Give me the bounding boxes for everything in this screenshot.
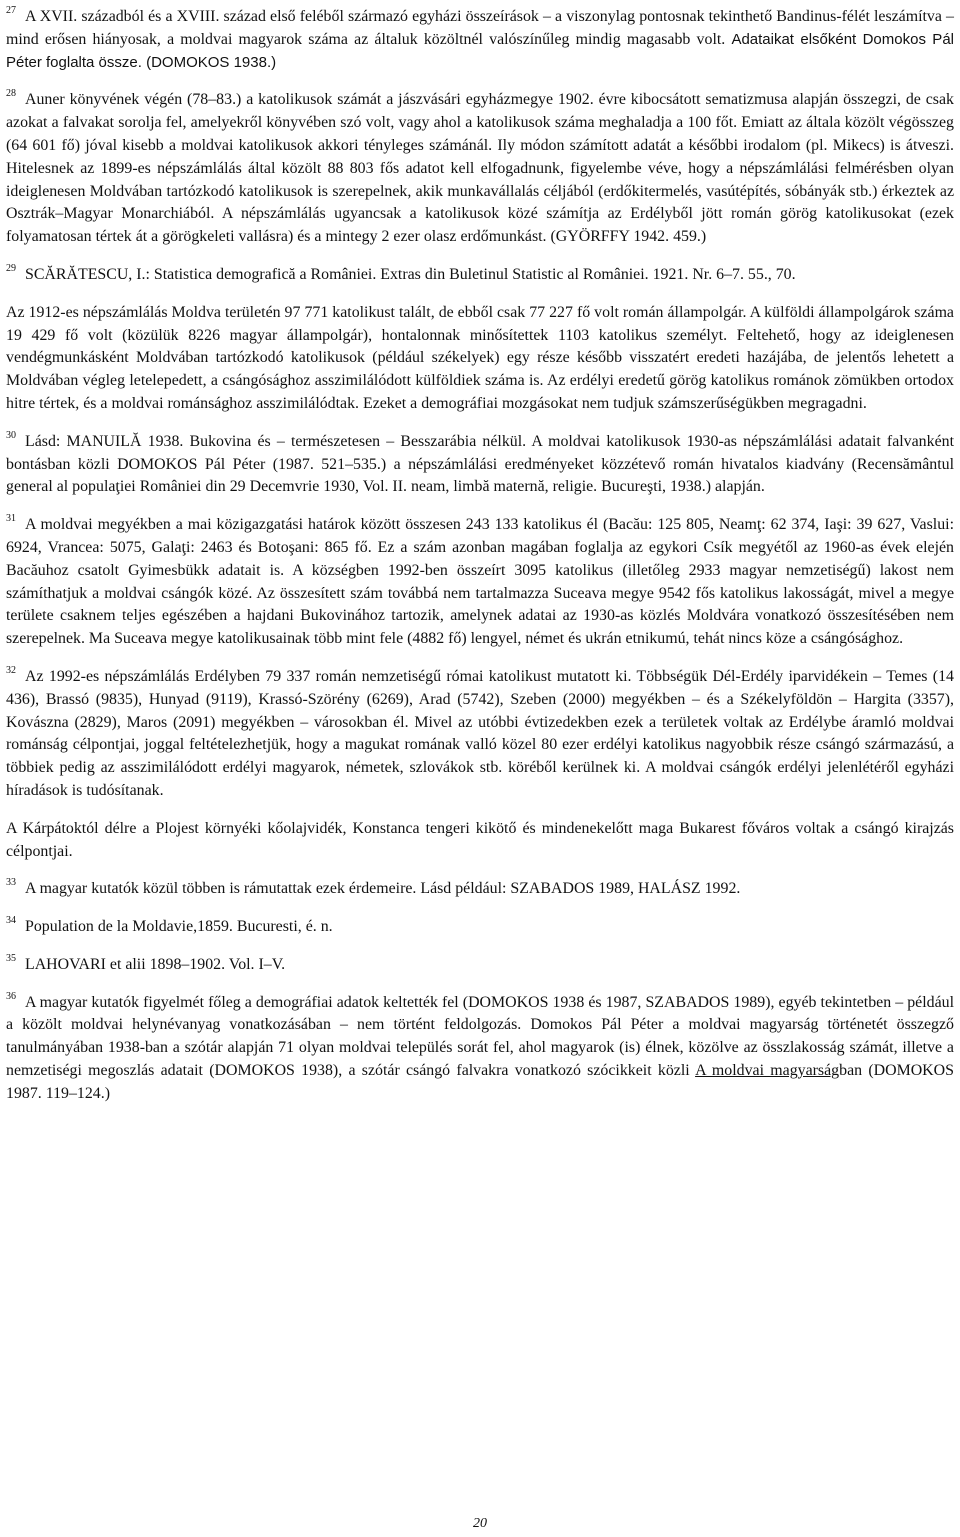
footnote-number: 27: [6, 5, 16, 16]
footnote-34: [6, 916, 954, 939]
footnote-number: 30: [6, 429, 16, 441]
footnote-text: Az 1992-es népszámlálás Erdélyben 79 337 román nemzetiségű római katolikust mutatott ki. Többségük Dél-Erdély iparvidékein – Temes (14 436), Brassó (9835), Hunyad (9119), Krassó-Szörény (6269), Arad (5742), Szeben (2000) megyékben – és a Székelyföldön – Hargita (3357), Kovászna (2829), Maros (2091) megyékben – városokban él. Mivel az utóbbi évtizedekben ezek a területek voltak az Erdélybe áramló moldvai románság célpontjai, joggal feltételezhetjük, hogy a magukat romának valló közel 80 ezer erdélyi katolikus nagyobbik része csángó származású, a többiek pedig az asszimilálódott erdélyi magyarok, németek, szlovákok stb. köréből kerülnek ki. A moldvai csángók erdélyi jelenlétéről egyházi híradások is tudósítanak.: [6, 667, 954, 799]
page-number: 20: [473, 1516, 487, 1531]
footnote-text: LAHOVARI et alii 1898–1902. Vol. I–V.: [25, 955, 286, 973]
footnote-27: [6, 6, 954, 74]
footnote-text-sans: Adataikat elsőként Domokos Pál Péter foglalta össze. (DOMOKOS 1938.): [6, 30, 954, 71]
footnote-35: [6, 954, 954, 977]
footnote-text: SCĂRĂTESCU, I.: Statistica demografică a României. Extras din Buletinul Statistic al României. 1921. Nr. 6–7. 55., 70.: [25, 265, 796, 283]
footnote-36: [6, 992, 954, 1106]
document-page: [6, 6, 954, 1106]
footnote-29: [6, 264, 954, 287]
footnote-text: Auner könyvének végén (78–83.) a katolikusok számát a jászvásári egyházmegye 1902. évre kibocsátott sematizmusa alapján összegzi, de csak azokat a falvakat sorolja fel, amelyekről könyvében szó volt, vagy ahol a katolikusok száma meghaladja a 100 főt. Emiatt az általa közölt végösszeg (64 601 fő) jóval kisebb a moldvai katolikusok akkori tényleges számánál. Ily módon számított adatát a későbbi irodalom (pl. Mikecs) is átveszi. Hitelesnek az 1899-es népszámlálás által közölt 88 803 fős adatot kell elfogadnunk, figyelembe véve, hogy a népszámlálási felmérésben olyan ideiglenesen Moldvában tartózkodó katolikusok is szerepelnek, akik munkavállalás céljából (erdőkitermelés, vasútépítés, sóbányák stb.) érkeztek az Osztrák–Magyar Monarchiából. A népszámlálás ugyancsak a katolikusok közé számítja az Erdélyből jött román görög katolikusokat (ezek folyamatosan tértek át a görögkeleti vallásra) és a mintegy 2 ezer olasz erdőmunkást. (GYÖRFFY 1942. 459.): [6, 91, 954, 246]
footnote-number: 35: [6, 952, 16, 964]
footnote-text: Lásd: MANUILĂ 1938. Bukovina és – természetesen – Besszarábia nélkül. A moldvai katolikusok 1930-as népszámlálási adatait falvanként bontásban közli DOMOKOS Pál Péter (1987. 521–535.) a népszámlálási eredményeket közzétevő román hivatalos kiadvány (Recensământul general al populaţiei României din 29 Decemvrie 1930, Vol. II. neam, limbă maternă, religie. Bucureşti, 1938.) alapján.: [6, 432, 954, 496]
footnote-number: 36: [6, 990, 16, 1002]
footnote-33: [6, 878, 954, 901]
paragraph-karpatok: A Kárpátoktól délre a Plojest környéki kőolajvidék, Konstanca tengeri kikötő és mindenekelőtt maga Bukarest főváros voltak a csángó kirajzás célpontjai.: [6, 819, 954, 860]
footnote-number: 32: [6, 664, 16, 676]
footnote-text-tail: ban (DOMOKOS 1987. 119–124.): [6, 1062, 954, 1102]
paragraph-1912-census: Az 1912-es népszámlálás Moldva területén 97 771 katolikust talált, de ebből csak 77 227 fő volt román állampolgár. A külföldi állampolgárok száma 19 429 fő volt (közülük 8226 magyar állampolgár), hontalonnak minősítettek 1103 katolikus személyt. Feltehető, hogy az ideiglenesen vendégmunkásként Moldvában tartózkodó katolikusok (például székelyek) egy része később visszatért eredeti hazájába, de jelentős lehetett a Moldvában végleg letelepedett, a csángósághoz asszimilálódott külföldiek száma is. Az erdélyi eredetű görög katolikus románok zömükben ortodox hitre tértek, és a moldvai románsághoz asszimilálódtak. Ezeket a demográfiai mozgásokat nem tudjuk számszerűségükben megragadni.: [6, 303, 954, 412]
footnote-number: 33: [6, 877, 16, 889]
footnote-text: A moldvai megyékben a mai közigazgatási határok között összesen 243 133 katolikus él (Bacău: 125 805, Neamţ: 62 374, Iaşi: 39 627, Vaslui: 6924, Vrancea: 5075, Galaţi: 2463 és Botoşani: 865 fő. Ez a szám azonban magában foglalja az egykori Csík megyétől az 1960-as évek elején Bacăuhoz csatolt Gyimesbükk adatait is. A községben 1992-ben összeírt 3095 katolikus (illetőleg 2933 magyar nemzetiségű) lakost nem számíthatjuk a moldvai csángók közé. Az összesített szám továbbá nem tartalmazza Suceava megye 9542 fős katolikus lakosságát, mivel a megye területe csaknem teljes egészében a hajdani Bukovinához tartozik, amelynek adatai az 1930-as közlés Moldvára vonatkozó összesítésében nem szerepelnek. Ma Suceava megye katolikusainak több mint fele (4882 fő) lengyel, német és ukrán etnikumú, tehát nincs köze a csángósághoz.: [6, 516, 954, 648]
footnote-number: 29: [6, 262, 16, 274]
footnote-28: [6, 89, 954, 249]
footnote-number: 34: [6, 915, 16, 927]
footnote-31: [6, 514, 954, 651]
footnote-text: A magyar kutatók figyelmét főleg a demográfiai adatok keltették fel (DOMOKOS 1938 és 1987, SZABADOS 1989), egyéb tekintetben – például a közölt moldvai helynévanyag vonatkozásában – nem történt feldolgozás. Domokos Pál Péter a moldvai magyarság történetét összegző tanulmányában 1938-ban a szótár alapján 71 olyan moldvai település sorát fel, ahol magyarok (is) élnek, közölve az összlakosság számát, illetve a nemzetiségi megoszlás adatait (DOMOKOS 1938), a szótár csángó falvakra vonatkozó szócikkeit közli: [6, 993, 954, 1080]
footnote-text: Population de la Moldavie,1859. Bucuresti, é. n.: [25, 918, 333, 936]
footnote-number: 28: [6, 88, 16, 100]
footnote-number: 31: [6, 513, 16, 525]
footnote-30: [6, 431, 954, 499]
footnote-text: A magyar kutatók közül többen is rámutattak ezek érdemeire. Lásd például: SZABADOS 1989, HALÁSZ 1992.: [25, 880, 741, 898]
book-title-link: A moldvai magyarság: [695, 1062, 840, 1080]
footnote-text: A XVII. századból és a XVIII. század első feléből származó egyházi összeírások – a viszonylag pontosnak tekinthető Bandinus-félét leszámítva – mind erősen hiányosak, a moldvai magyarok száma az általuk közöltnél valószínűleg mindig magasabb volt.: [6, 8, 954, 48]
footnote-32: [6, 666, 954, 803]
